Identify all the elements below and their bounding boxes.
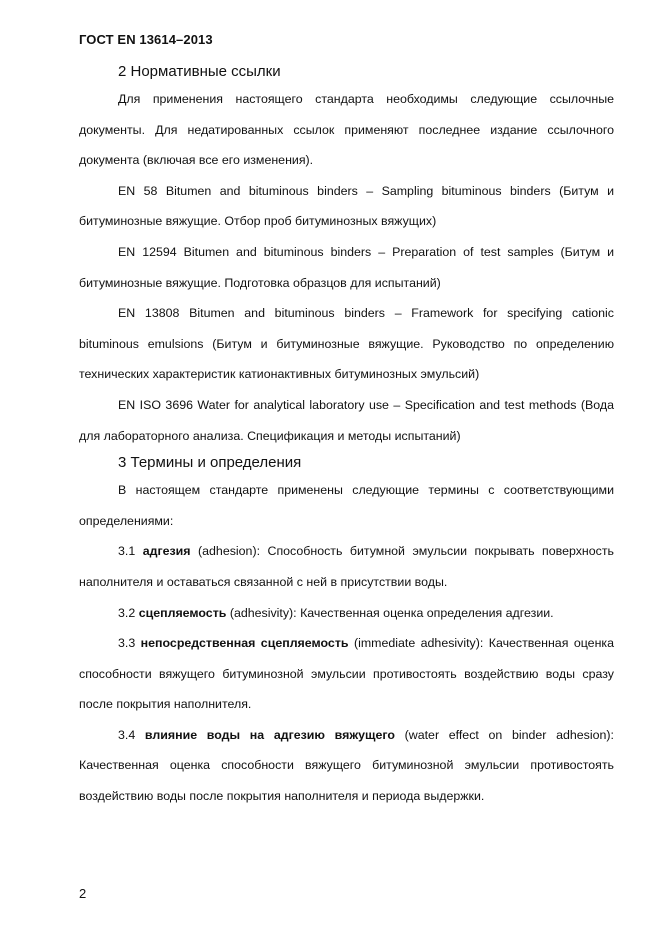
term-name: непосредственная сцепляемость (140, 636, 349, 651)
term-definition (79, 536, 614, 597)
section-2-intro: Для применения настоящего стандарта необходимы следующие ссылочные документы. Для недатированных ссылок применяют последнее издание ссылочного документа (включая все его изменения). (79, 92, 614, 168)
term-definition (79, 628, 614, 720)
term-number: 3.2 (118, 605, 136, 620)
term-number: 3.3 (118, 636, 136, 651)
document-code-header: ГОСТ EN 13614–2013 (79, 32, 213, 47)
term-definition (79, 598, 614, 629)
reference-item: EN ISO 3696 Water for analytical laboratory use – Specification and test methods (Вода для лабораторного анализа. Спецификация и методы испытаний) (79, 397, 614, 443)
section-2-heading: 2 Нормативные ссылки (118, 63, 281, 80)
page-content (79, 60, 614, 812)
term-name: адгезия (142, 544, 191, 559)
section-3-intro: В настоящем стандарте применены следующие термины с соответствующими определениями: (79, 483, 614, 528)
page-number: 2 (79, 886, 87, 901)
term-name: сцепляемость (138, 605, 227, 620)
reference-item: EN 58 Bitumen and bituminous binders – Sampling bituminous binders (Битум и битуминозные вяжущие. Отбор проб битуминозных вяжущих) (79, 183, 614, 229)
term-number: 3.1 (118, 544, 136, 559)
term-name: влияние воды на адгезию вяжущего (144, 727, 395, 742)
reference-item: EN 13808 Bitumen and bituminous binders – Framework for specifying cationic bituminous emulsions (Битум и битуминозные вяжущие. Руководство по определению технических характеристик катионактивных битуминозных эмульсий) (79, 306, 614, 382)
term-text: (water effect on binder adhesion): Качественная оценка способности вяжущего битуминозной эмульсии противостоять воздействию воды после покрытия наполнителя и периода выдержки. (79, 727, 614, 804)
term-text: (immediate adhesivity): Качественная оценка способности вяжущего битуминозной эмульсии противостоять воздействию воды сразу после покрытия наполнителя. (79, 636, 615, 712)
term-definition (79, 720, 614, 812)
term-text: (adhesion): Способность битумной эмульсии покрывать поверхность наполнителя и оставаться связанной с ней в присутствии воды. (79, 544, 614, 589)
term-text: (adhesivity): Качественная оценка определения адгезии. (226, 605, 554, 620)
section-3-heading: 3 Термины и определения (118, 454, 302, 472)
term-number: 3.4 (118, 727, 136, 742)
reference-item: EN 12594 Bitumen and bituminous binders – Preparation of test samples (Битум и битуминозные вяжущие. Подготовка образцов для испытаний) (79, 244, 614, 290)
